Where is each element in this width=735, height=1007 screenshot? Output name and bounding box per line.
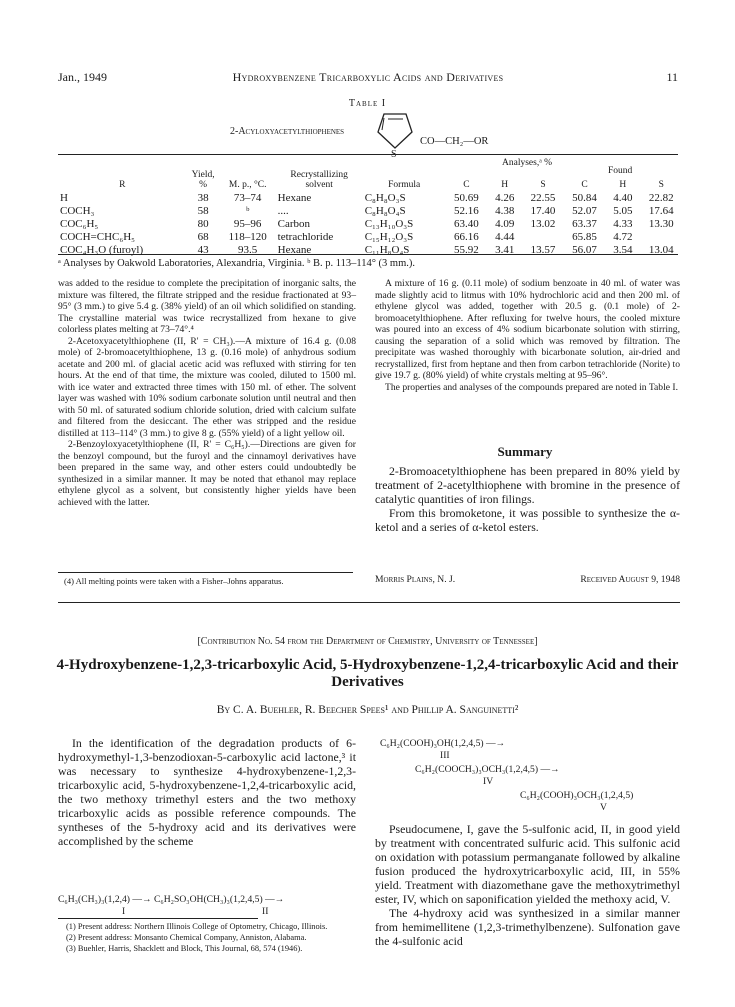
paragraph: The 4-hydroxy acid was synthesized in a similar manner from hemimellitene (1,2,3-trimethylbenzene). Sulfonation gave the 4-sulfonic acid (375, 906, 680, 948)
cell: 4.38 (495, 205, 515, 217)
cell: 13.02 (530, 218, 556, 230)
cell: 118–120 (228, 231, 267, 243)
table-row (58, 205, 682, 218)
col-found-s: S (658, 180, 664, 190)
col-mp: M. p., °C. (228, 180, 267, 190)
left-footnote-rule (58, 572, 353, 573)
table-row (58, 192, 682, 205)
structure-substituent: CO—CH₂—OR (420, 136, 489, 147)
article-separator-rule (58, 602, 680, 603)
cell: 4.44 (495, 231, 515, 243)
cell: 63.40 (453, 218, 479, 230)
contribution-line: [Contribution No. 54 from the Department of Chemistry, University of Tennessee] (197, 636, 538, 647)
header-title: Hydroxybenzene Tricarboxylic Acids and Derivatives (232, 70, 504, 84)
scheme-label-ii: II (262, 906, 269, 917)
cell (640, 231, 682, 244)
cell: C₁₅H₁₂O₃S (364, 231, 414, 243)
scheme-label-i: I (122, 906, 126, 917)
summary-heading: Summary (497, 444, 553, 459)
cell: 66.16 (453, 231, 479, 243)
cell: C₈H₈O₃S (364, 192, 406, 204)
cell: Hexane (277, 244, 312, 256)
table-row (58, 244, 682, 257)
cell: 3.54 (613, 244, 633, 256)
results-table (58, 170, 682, 257)
cell: 73–74 (233, 192, 262, 204)
signoff-place: Morris Plains, N. J. (375, 574, 456, 585)
paragraph: 2-Benzoyloxyacetylthiophene (II, R' = C₆H₅).—Directions are given for the benzoyl compound, but the furoyl and the cinnamoyl derivatives have been prepared in the same way, and other esters could undoubtedly be synthesized in a similar manner. It may be noted that ethanol may replace ethylene glycol as a solvent, but consistently higher yields have been achieved with the latter. (58, 439, 356, 508)
cell: 13.04 (648, 244, 674, 256)
cell: .... (277, 205, 289, 217)
table-bottom-rule (58, 254, 678, 255)
cell: 50.69 (453, 192, 479, 204)
right-column-text (375, 278, 680, 393)
cell: Carbon (277, 218, 311, 230)
cell: COCH=CHC₆H₅ (60, 231, 135, 243)
received-date: Received August 9, 1948 (580, 574, 680, 585)
table-footnote: ᵃ Analyses by Oakwold Laboratories, Alexandria, Virginia. ᵇ B. p. 113–114° (3 mm.). (58, 258, 416, 269)
cell: 5.05 (613, 205, 633, 217)
cell: C₁₁H₈O₄S (364, 244, 410, 256)
cell: 43 (197, 244, 209, 256)
cell: tetrachloride (277, 231, 334, 243)
cell: Hexane (277, 192, 312, 204)
bottom-footnote-rule (58, 918, 258, 919)
col-formula: Formula (388, 180, 421, 190)
cell: 17.40 (530, 205, 556, 217)
cell: 22.55 (530, 192, 556, 204)
paragraph: In the identification of the degradation products of 6-hydroxymethyl-1,3-benzodioxan-5-carboxylic acid lactone,³ it was necessary to synthesize 4-hydroxybenzene-1,2,3-tricarboxylic acid, 5-hydroxybenzene-1,2,4-tricarboxylic acid, the two methoxy trimethyl esters and the two methoxy tricarboxylic acids as possible reference compounds. The syntheses of the 5-hydroxy acid and its derivatives were accomplished by the scheme (58, 736, 356, 848)
thiophene-ring-icon (372, 110, 422, 160)
footnote: (1) Present address: Northern Illinois College of Optometry, Chicago, Illinois. (66, 922, 328, 931)
paragraph: Pseudocumene, I, gave the 5-sulfonic acid, II, in good yield by treatment with concentrated sulfuric acid. This sulfonic acid on oxidation with potassium permanganate followed by alkaline fusion produced the hydroxytricarboxylic acid, III, in 55% yield. Treatment with diazomethane gave the methoxytrimethyl ester, IV, which on saponification yielded the methoxy acid, V. (375, 822, 680, 906)
table-row (58, 218, 682, 231)
col-calc-h: H (501, 180, 509, 190)
footnote: (3) Buehler, Harris, Shacklett and Block, This Journal, 68, 574 (1946). (66, 943, 303, 953)
structure-label: 2-Acyloxyacetylthiophenes (230, 126, 345, 137)
cell: ᵇ (245, 205, 250, 217)
running-header (58, 70, 678, 86)
col-found-c: C (581, 180, 588, 190)
footnote: (2) Present address: Monsanto Chemical Company, Anniston, Alabama. (66, 932, 307, 942)
structure-sulfur-atom: S (391, 149, 397, 160)
col-r: R (119, 180, 126, 190)
col-solvent: Recrystallizing solvent (290, 170, 348, 190)
cell: 68 (197, 231, 209, 243)
cell: 38 (197, 192, 209, 204)
cell (522, 231, 563, 244)
left-column-text (58, 278, 356, 508)
intro-text (58, 736, 356, 848)
analyses-header: Analyses,ᵃ % (502, 158, 553, 168)
col-found-h: H (619, 180, 627, 190)
table-row (58, 231, 682, 244)
col-calc-c: C (463, 180, 470, 190)
cell: 4.26 (495, 192, 515, 204)
scheme-step-2: C₆H₂(COOH)₃OH(1,2,4,5) —→ (380, 738, 506, 749)
cell: 55.92 (453, 244, 479, 256)
paragraph: was added to the residue to complete the precipitation of inorganic salts, the mixture was filtered, the filtrate stripped and the residue fractionated at 93–95° (3 mm.) to give 5.4 g. (38% yield) of an oil which solidified on standing. The crystalline material was twice recrystallized from hexane to give colorless plates melting at 73–74°.⁴ (58, 278, 356, 335)
summary-text (375, 464, 680, 534)
scheme-step-1: C₆H₃(CH₃)₃(1,2,4) —→ C₆H₂SO₃OH(CH₃)₃(1,2,4,5) —→ (58, 894, 285, 905)
cell: 65.85 (572, 231, 597, 243)
cell: 52.07 (572, 205, 597, 217)
scheme-label-iii: III (440, 750, 450, 761)
cell: 13.57 (530, 244, 556, 256)
scheme-label-v: V (600, 802, 607, 813)
signoff (375, 574, 680, 585)
cell: 52.16 (453, 205, 479, 217)
table-title: Table I (348, 98, 387, 109)
header-page-number: 11 (666, 70, 678, 84)
cell: 80 (197, 218, 209, 230)
cell: C₁₃H₁₀O₃S (364, 218, 414, 230)
cell: 4.40 (613, 192, 633, 204)
right-body-text (375, 822, 680, 948)
found-header: Found (608, 166, 633, 176)
cell: COC₄H₃O (furoyl) (60, 244, 144, 256)
cell: 95–96 (233, 218, 262, 230)
scheme-step-3: C₆H₂(COOCH₃)₃OCH₃(1,2,4,5) —→ (415, 764, 560, 775)
cell: COCH₃ (60, 205, 95, 217)
cell: 56.07 (572, 244, 597, 256)
scheme-label-iv: IV (483, 776, 494, 787)
col-calc-s: S (540, 180, 546, 190)
cell: COC₆H₅ (60, 218, 99, 230)
table-top-rule (58, 154, 678, 155)
cell: H (60, 192, 68, 204)
footnotes (58, 922, 358, 954)
paragraph: 2-Bromoacetylthiophene has been prepared in 80% yield by treatment of 2-acetylthiophene with bromine in the presence of catalytic quantities of iron filings. (375, 464, 680, 506)
table-header-row (58, 170, 682, 192)
cell: 63.37 (572, 218, 597, 230)
paragraph: A mixture of 16 g. (0.11 mole) of sodium benzoate in 40 ml. of water was made slightly acid to litmus with 10% hydrochloric acid and then 200 ml. of ethylene glycol was added, together with 20.5 g. (0.1 mole) of 2-bromoacetylthiophene. After refluxing for twelve hours, the cooled mixture was poured into an excess of 4% sodium bicarbonate solution with stirring, causing the separation of a solid which was removed by filtration. The precipitate was washed thoroughly with bicarbonate solution, air-dried and recrystallized, first from heptane and then from carbon tetrachloride (Norite) to give 19.7 g. (80% yield) of white crystals melting at 95–96°. (375, 278, 680, 381)
scheme-step-4: C₆H₂(COOH)₃OCH₃(1,2,4,5) (520, 790, 634, 801)
header-date: Jan., 1949 (58, 70, 107, 84)
col-yield: Yield, % (191, 170, 215, 190)
cell: 4.09 (495, 218, 515, 230)
cell: 4.33 (613, 218, 633, 230)
authors: By C. A. Buehler, R. Beecher Spees¹ and Phillip A. Sanguinetti² (216, 704, 519, 716)
cell: C₈H₈O₄S (364, 205, 406, 217)
melting-point-footnote: (4) All melting points were taken with a Fisher–Johns apparatus. (64, 576, 284, 586)
article-title: 4-Hydroxybenzene-1,2,3-tricarboxylic Acid, 5-Hydroxybenzene-1,2,4-tricarboxylic Acid and their Derivatives (56, 657, 679, 690)
cell: 4.72 (613, 231, 633, 243)
paragraph: The properties and analyses of the compounds prepared are noted in Table I. (385, 381, 678, 393)
cell: 17.64 (648, 205, 674, 217)
paragraph: 2-Acetoxyacetylthiophene (II, R' = CH₃).—A mixture of 16.4 g. (0.08 mole) of 2-bromoacetylthiophene, 13 g. (0.16 mole) of anhydrous sodium acetate and 200 ml. of glacial acetic acid was refluxed with stirring for ten hours. At the end of that time, the mixture was cooled, diluted to 1500 ml. with ice water and extracted three times with 150 ml. of ether. The solvent layer was washed with 10% sodium carbonate solution until neutral and then with 50 ml. of saturated sodium chloride solution, dried with calcium sulfate and filtered from the desiccant. The ether was stripped and the residue distilled at 113–114° (3 mm.) to give 8 g. (55% yield) of a light yellow oil. (58, 335, 356, 439)
paragraph: From this bromoketone, it was possible to synthesize the α-ketol and a series of α-ketol esters. (375, 506, 680, 534)
cell: 13.30 (648, 218, 674, 230)
cell: 93.5 (238, 244, 258, 256)
cell: 22.82 (648, 192, 674, 204)
cell: 58 (197, 205, 209, 217)
cell: 3.41 (495, 244, 515, 256)
cell: 50.84 (572, 192, 597, 204)
